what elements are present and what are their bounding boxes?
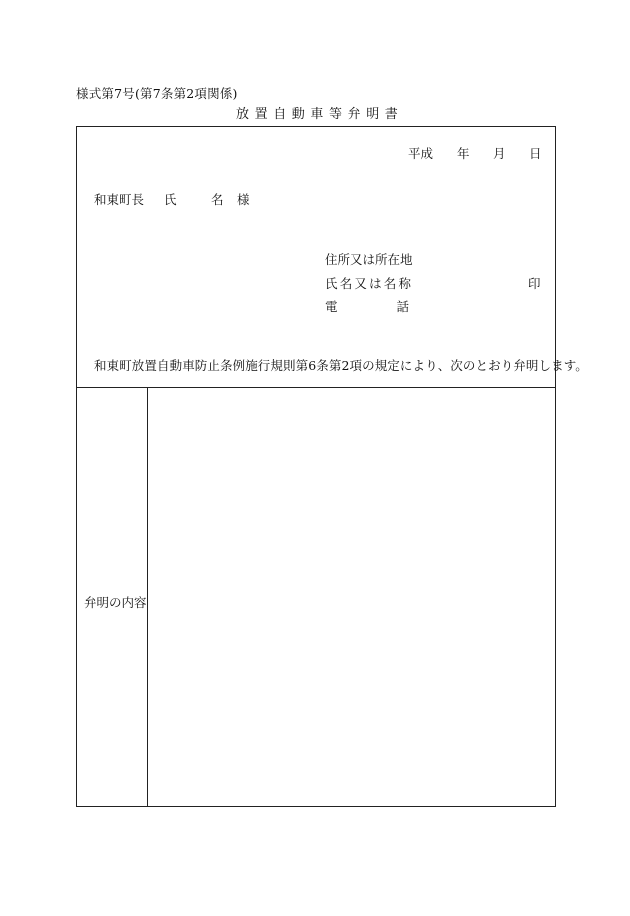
seal-label: 印 xyxy=(528,276,541,291)
document-title: 放置自動車等弁明書 xyxy=(236,107,404,122)
phone-label-part-1: 電 xyxy=(325,299,338,314)
date-year-label: 年 xyxy=(457,146,470,161)
header-section xyxy=(77,127,588,388)
phone-label-part-2: 話 xyxy=(396,299,409,314)
date-day-label: 日 xyxy=(529,146,542,161)
form-frame xyxy=(76,126,588,807)
form-number: 様式第7号(第7条第2項関係) xyxy=(76,86,238,101)
content-section xyxy=(77,388,555,806)
addressee-office: 和東町長 xyxy=(94,192,145,207)
addressee-name-prefix: 氏 xyxy=(163,192,177,207)
addressee-honorific: 様 xyxy=(237,192,250,207)
content-label-cell xyxy=(77,388,148,806)
addressee-title xyxy=(94,190,177,208)
date-era: 平成 xyxy=(408,146,434,161)
addressee-name-suffix: 名 xyxy=(211,192,230,207)
address-label: 住所又は所在地 xyxy=(325,252,413,267)
date-month-label: 月 xyxy=(493,146,506,161)
content-field[interactable] xyxy=(148,388,555,806)
phone-label xyxy=(325,297,409,315)
content-label: 弁明の内容 xyxy=(84,595,147,610)
name-label: 氏名又は名称 xyxy=(325,276,414,291)
statement-text: 和東町放置自動車防止条例施行規則第6条第2項の規定により、次のとおり弁明します。 xyxy=(94,358,588,373)
